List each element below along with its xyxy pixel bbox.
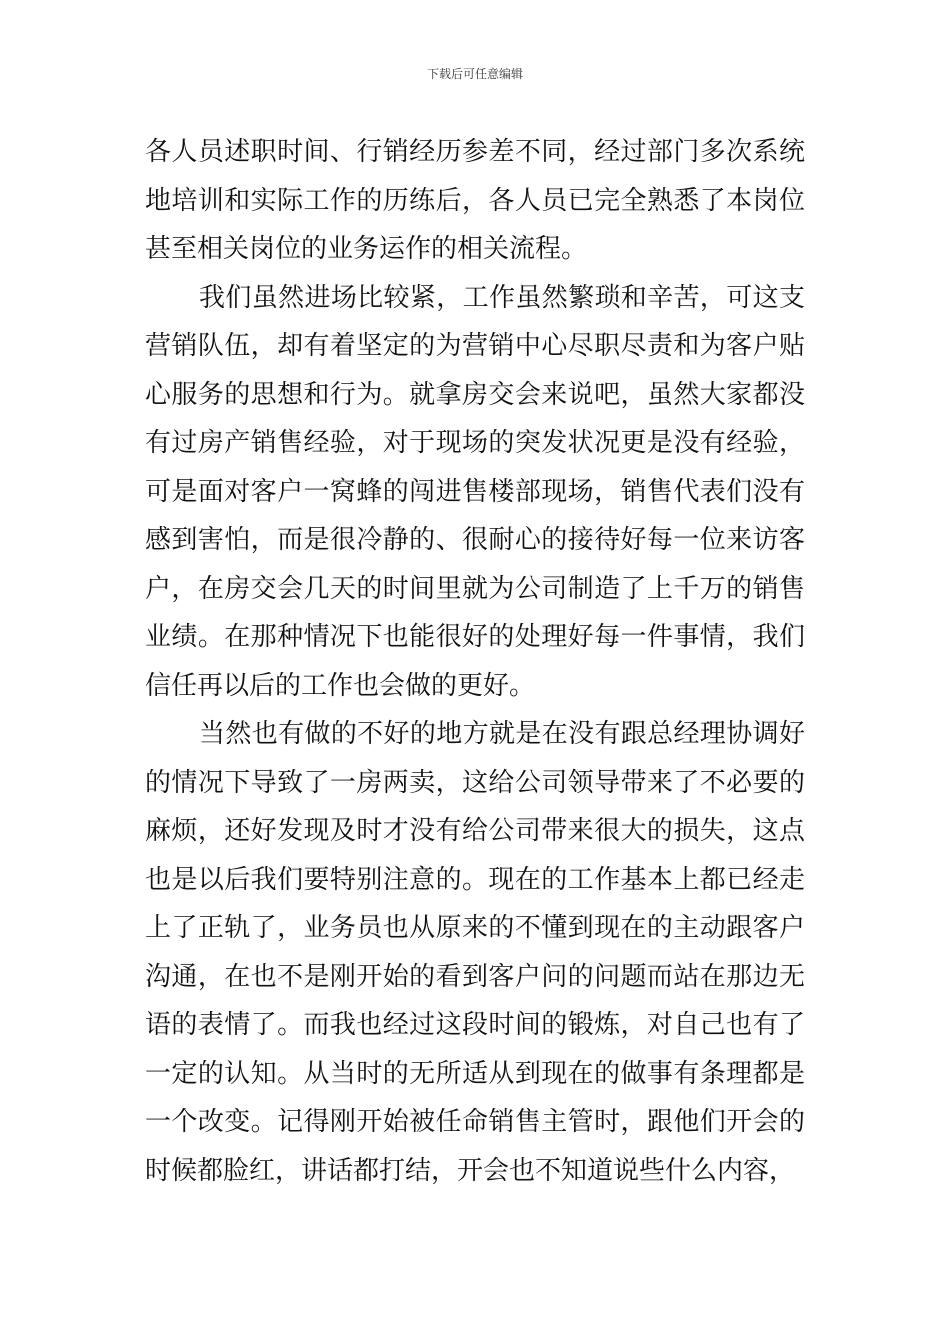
document-body <box>145 128 805 1195</box>
page-header: 下载后可任意编辑 <box>426 67 523 81</box>
paragraph-3: 当然也有做的不好的地方就是在没有跟总经理协调好的情况下导致了一房两卖，这给公司领导带来了不必要的麻烦，还好发现及时才没有给公司带来很大的损失，这点也是以后我们要特别注意的。现在的工作基本上都已经走上了正轨了，业务员也从原来的不懂到现在的主动跟客户沟通，在也不是刚开始的看到客户问的问题而站在那边无语的表情了。而我也经过这段时间的锻炼，对自己也有了一定的认知。从当时的无所适从到现在的做事有条理都是一个改变。记得刚开始被任命销售主管时，跟他们开会的时候都脸红，讲话都打结，开会也不知道说些什么内容， <box>145 719 805 1186</box>
paragraph-1: 各人员述职时间、行销经历参差不同，经过部门多次系统地培训和实际工作的历练后，各人员已完全熟悉了本岗位甚至相关岗位的业务运作的相关流程。 <box>145 137 805 264</box>
paragraph-2: 我们虽然进场比较紧，工作虽然繁琐和辛苦，可这支营销队伍，却有着坚定的为营销中心尽职尽责和为客户贴心服务的思想和行为。就拿房交会来说吧，虽然大家都没有过房产销售经验，对于现场的突发状况更是没有经验，可是面对客户一窝蜂的闯进售楼部现场，销售代表们没有感到害怕，而是很冷静的、很耐心的接待好每一位来访客户，在房交会几天的时间里就为公司制造了上千万的销售业绩。在那种情况下也能很好的处理好每一件事情，我们信任再以后的工作也会做的更好。 <box>145 282 805 701</box>
